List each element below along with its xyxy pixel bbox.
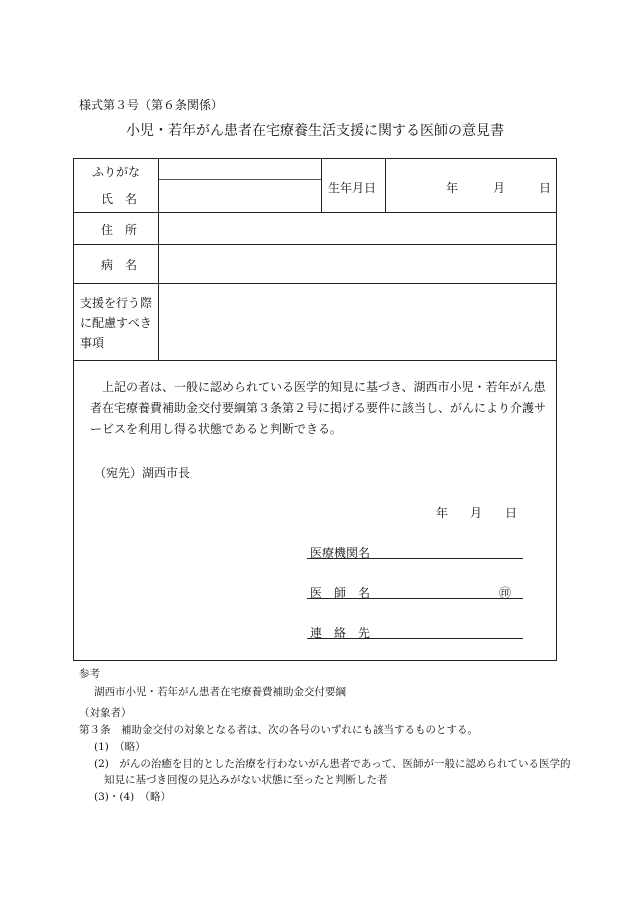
- addressee: （宛先）湖西市長: [94, 466, 191, 480]
- institution-signature-line: [307, 558, 523, 559]
- dob-month-label: 月: [493, 181, 506, 195]
- furigana-label: ふりがな: [92, 165, 141, 179]
- reference-title: 湖西市小児・若年がん患者在宅療養費補助金交付要綱: [94, 686, 346, 698]
- reference-subject: （対象者）: [79, 707, 132, 719]
- dob-label: 生年月日: [328, 181, 377, 195]
- name-label: 氏 名: [101, 192, 138, 206]
- date-month-label: 月: [470, 506, 483, 520]
- opinion-form: [73, 158, 557, 661]
- doctor-name-label: 医 師 名: [310, 586, 371, 600]
- statement-text: 上記の者は、一般に認められている医学的知見に基づき、湖西市小児・若年がん患者在宅療養費補助金交付要綱第３条第２号に掲げる要件に該当し、がんにより介護サービスを利用し得る状態であると判断できる。: [90, 380, 547, 436]
- document-title: 小児・若年がん患者在宅療養生活支援に関する医師の意見書: [126, 123, 504, 139]
- disease-label: 病 名: [101, 258, 138, 272]
- date-day-label: 日: [505, 506, 518, 520]
- contact-label: 連 絡 先: [310, 626, 371, 640]
- form-number: 様式第３号（第６条関係）: [79, 98, 224, 112]
- reference-item-2: (2) がんの治癒を目的とした治療を行わないがん患者であって、医師が一般に認められている医学的: [94, 758, 571, 770]
- institution-label: 医療機関名: [310, 546, 371, 560]
- reference-item-3: (3)・(4) （略）: [94, 791, 171, 803]
- seal-mark: ㊞: [499, 586, 512, 600]
- support-consideration-label: 支援を行う際 に配慮すべき 事項: [80, 296, 153, 350]
- contact-signature-line: [307, 638, 523, 639]
- address-label: 住 所: [101, 223, 138, 237]
- dob-day-label: 日: [539, 181, 552, 195]
- dob-year-label: 年: [446, 181, 459, 195]
- reference-article: 第３条 補助金交付の対象となる者は、次の各号のいずれにも該当するものとする。: [79, 724, 478, 736]
- date-year-label: 年: [436, 506, 449, 520]
- doctor-signature-line: [307, 598, 523, 599]
- reference-item-1: (1) （略）: [94, 741, 146, 753]
- reference-item-2-cont: 知見に基づき回復の見込みがない状態に至ったと判断した者: [104, 774, 388, 786]
- reference-heading: 参考: [79, 668, 100, 680]
